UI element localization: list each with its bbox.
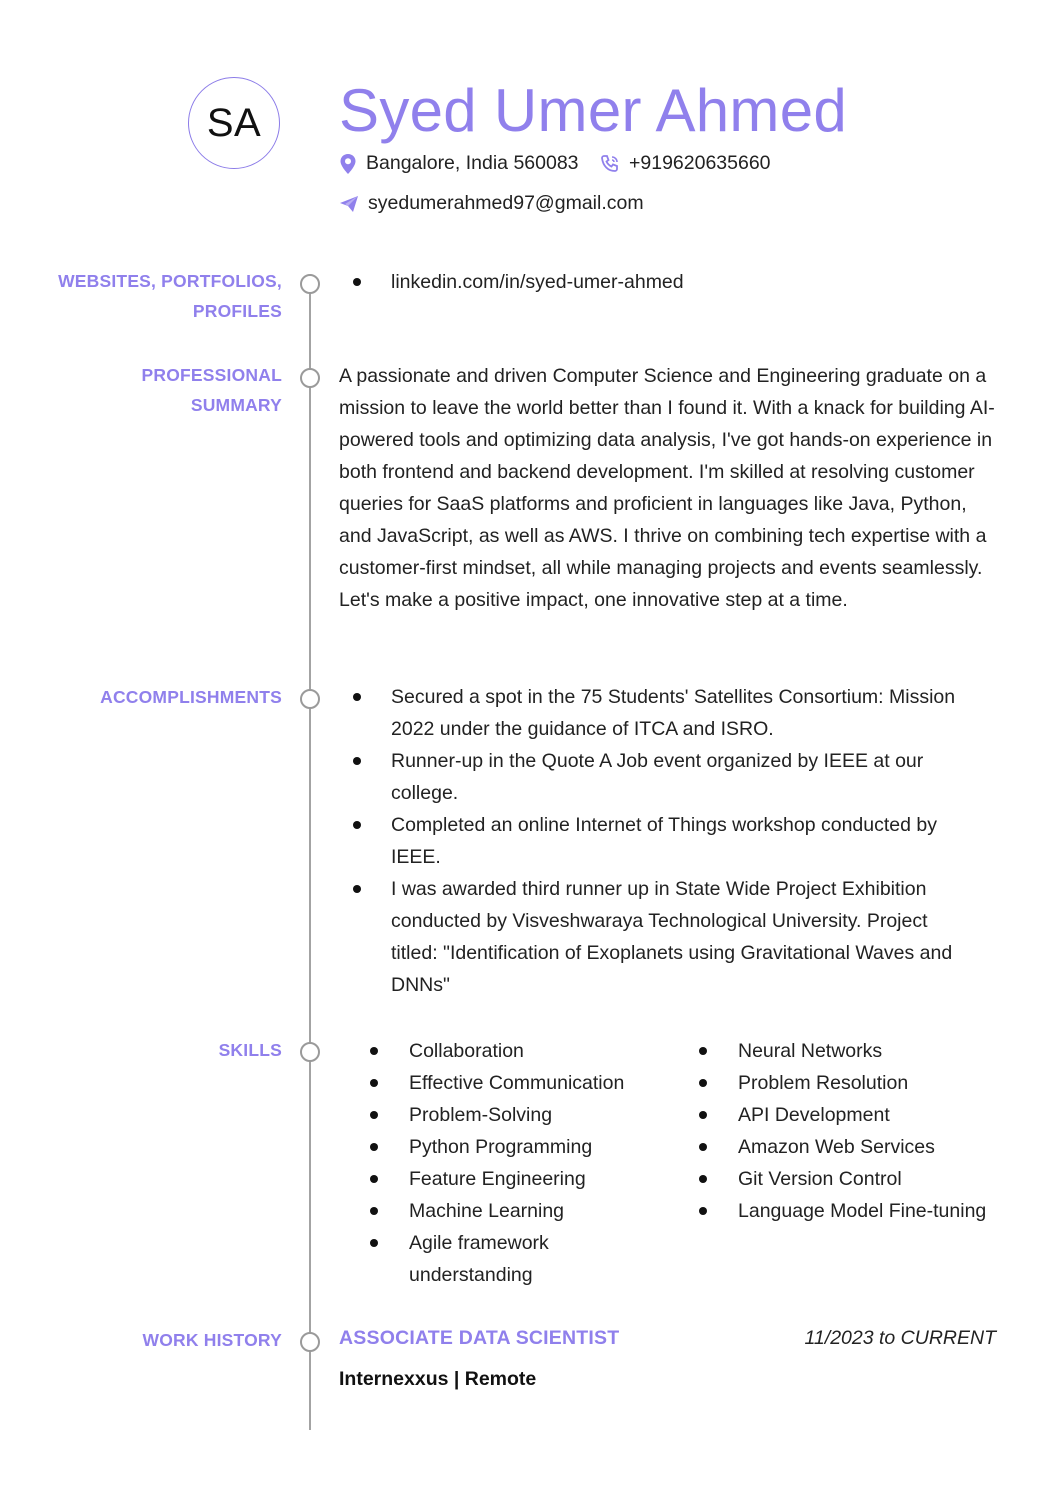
accomplishments-list <box>339 681 979 1001</box>
timeline-dot-work-history <box>300 1332 320 1352</box>
paper-plane-icon <box>339 195 359 213</box>
phone-contact <box>600 152 771 175</box>
list-item: Secured a spot in the 75 Students' Satellites Consortium: Mission 2022 under the guidance of ITCA and ISRO. <box>339 681 979 745</box>
location-text: Bangalore, India 560083 <box>366 152 579 174</box>
skills-list-right <box>699 1035 1029 1227</box>
list-item: Machine Learning <box>370 1195 650 1227</box>
timeline-line <box>309 282 311 1430</box>
phone-text: +919620635660 <box>629 152 771 174</box>
list-item: Agile framework understanding <box>370 1227 579 1291</box>
candidate-name: Syed Umer Ahmed <box>339 77 848 144</box>
list-item: Problem-Solving <box>370 1099 650 1131</box>
timeline-dot-websites <box>300 274 320 294</box>
job-dates: 11/2023 to CURRENT <box>804 1327 996 1349</box>
location-contact <box>339 152 579 175</box>
location-pin-icon <box>339 153 357 175</box>
phone-icon <box>600 154 620 174</box>
list-item: Python Programming <box>370 1131 650 1163</box>
list-item[interactable]: linkedin.com/in/syed-umer-ahmed <box>339 266 684 298</box>
avatar-initials: SA <box>188 77 280 169</box>
job-company: Internexxus | Remote <box>339 1368 537 1390</box>
timeline-dot-skills <box>300 1042 320 1062</box>
section-label-accomplishments: ACCOMPLISHMENTS <box>100 687 282 707</box>
section-label-summary: PROFESSIONAL SUMMARY <box>141 365 282 415</box>
list-item: API Development <box>699 1099 1029 1131</box>
websites-list <box>339 266 684 298</box>
list-item: Amazon Web Services <box>699 1131 1029 1163</box>
list-item: Collaboration <box>370 1035 650 1067</box>
email-text: syedumerahmed97@gmail.com <box>368 192 644 214</box>
list-item: Language Model Fine-tuning <box>699 1195 1029 1227</box>
section-label-skills: SKILLS <box>218 1040 282 1060</box>
list-item: Neural Networks <box>699 1035 1029 1067</box>
list-item: Feature Engineering <box>370 1163 650 1195</box>
list-item: Completed an online Internet of Things workshop conducted by IEEE. <box>339 809 979 873</box>
summary-text: A passionate and driven Computer Science and Engineering graduate on a mission to leave the world better than I found it. With a knack for building AI-powered tools and optimizing data analysis, I've got hands-on experience in both frontend and backend development. I'm skilled at resolving customer queries for SaaS platforms and proficient in languages like Java, Python, and JavaScript, as well as AWS. I thrive on combining tech expertise with a customer-first mindset, all while managing projects and events seamlessly. Let's make a positive impact, one innovative step at a time. <box>339 365 995 611</box>
section-label-work-history: WORK HISTORY <box>142 1330 282 1350</box>
skills-list-left <box>370 1035 650 1291</box>
list-item: I was awarded third runner up in State Wide Project Exhibition conducted by Visveshwaraya Technological University. Project titled: "Identification of Exoplanets using Gravitational Waves and DNNs" <box>339 873 979 1001</box>
timeline-dot-accomplishments <box>300 689 320 709</box>
email-contact <box>339 192 644 215</box>
timeline-dot-summary <box>300 368 320 388</box>
list-item: Git Version Control <box>699 1163 1029 1195</box>
list-item: Effective Communication <box>370 1067 650 1099</box>
list-item: Runner-up in the Quote A Job event organized by IEEE at our college. <box>339 745 979 809</box>
job-title: ASSOCIATE DATA SCIENTIST <box>339 1327 620 1349</box>
list-item: Problem Resolution <box>699 1067 1029 1099</box>
section-label-websites: WEBSITES, PORTFOLIOS, PROFILES <box>58 271 282 321</box>
